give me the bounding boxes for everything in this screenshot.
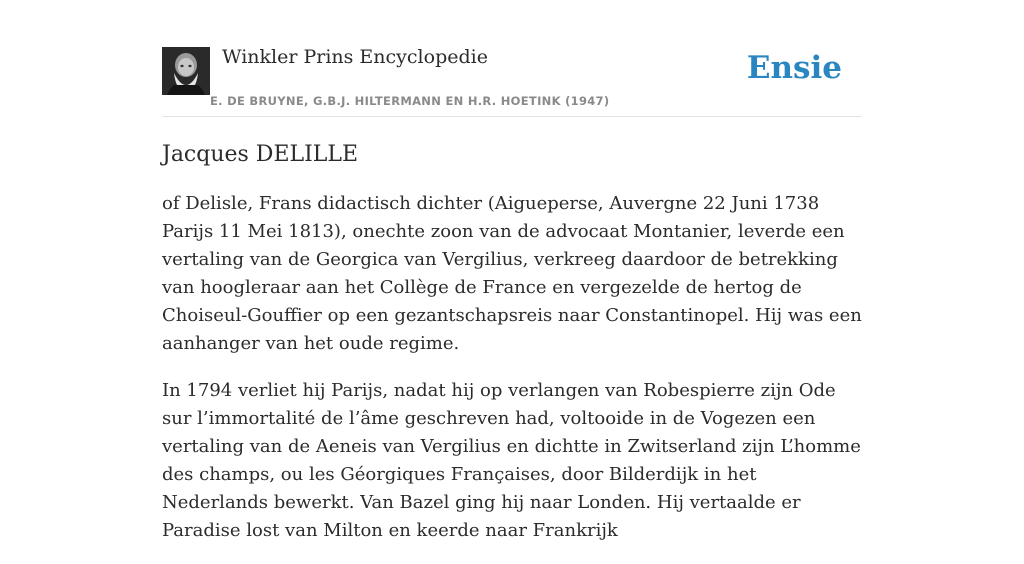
article-paragraph: of Delisle, Frans didactisch dichter (Aigueperse, Auvergne 22 Juni 1738 Parijs 11 Mei 1813), onechte zoon van de advocaat Montanier, leverde een vertaling van de Georgica van Vergilius, verkreeg daardoor de betrekking van hoogleraar aan het Collège de France en vergezelde de hertog de Choiseul-Gouffier op een gezantschapsreis naar Constantinopel. Hij was een aanhanger van het oude regime. — [162, 193, 862, 354]
source-title[interactable]: Winkler Prins Encyclopedie — [222, 46, 488, 68]
source-authors: E. DE BRUYNE, G.B.J. HILTERMANN EN H.R. HOETINK (1947) — [210, 94, 610, 108]
brand-logo[interactable]: Ensie — [746, 50, 842, 86]
article — [162, 140, 862, 564]
portrait-avatar-icon — [162, 47, 210, 95]
article-paragraph: In 1794 verliet hij Parijs, nadat hij op verlangen van Robespierre zijn Ode sur l’immortalité de l’âme geschreven had, voltooide in de Vogezen een vertaling van de Aeneis van Vergilius en dichtte in Zwitserland zijn L’homme des champs, ou les Géorgiques Françaises, door Bilderdijk in het Nederlands bewerkt. Van Bazel ging hij naar Londen. Hij vertaalde er Paradise lost van Milton en keerde naar Frankrijk — [162, 380, 861, 541]
source-header — [162, 44, 862, 117]
article-title: Jacques DELILLE — [162, 142, 359, 167]
